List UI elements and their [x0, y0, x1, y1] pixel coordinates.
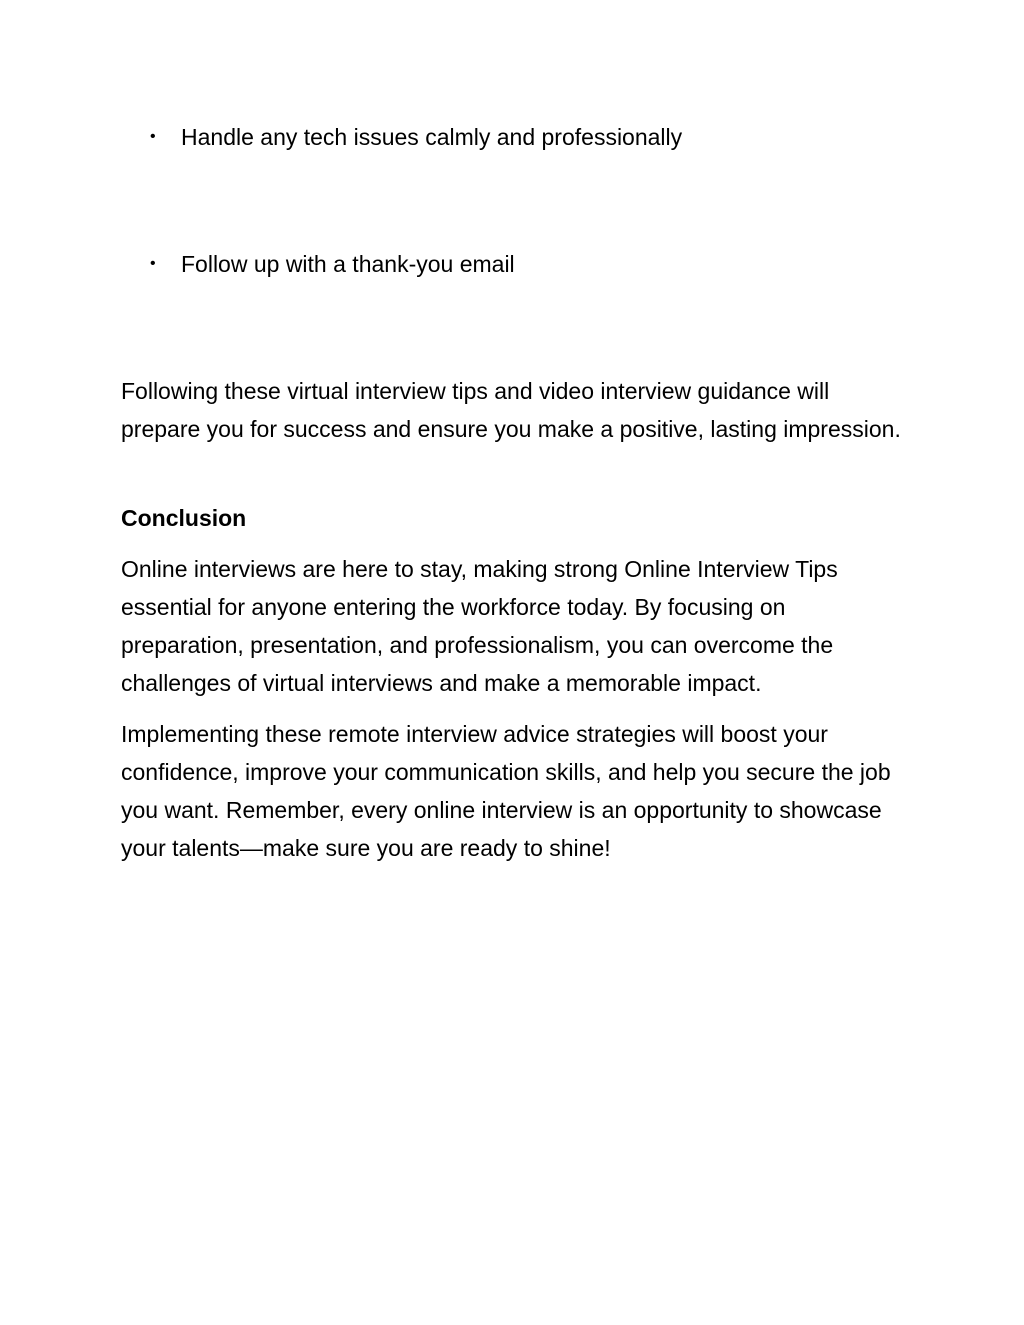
- bullet-marker: •: [150, 255, 156, 272]
- paragraph-implementing: Implementing these remote interview advice strategies will boost your confidence, improve your communication skills, and help you secure the job you want. Remember, every online interview is an opportunity to showcase your talents—make sure you are ready to shine!: [121, 721, 891, 861]
- paragraph-online-interviews: Online interviews are here to stay, making strong Online Interview Tips essential for anyone entering the workforce today. By focusing on preparation, presentation, and professionalism, you can overcome the challenges of virtual interviews and make a memorable impact.: [121, 556, 838, 696]
- conclusion-heading: Conclusion: [121, 505, 247, 531]
- bullet-text: Handle any tech issues calmly and professionally: [181, 124, 683, 150]
- bullet-text: Follow up with a thank-you email: [181, 251, 515, 277]
- paragraph-following: Following these virtual interview tips and video interview guidance will prepare you for success and ensure you make a positive, lasting impression.: [121, 378, 901, 442]
- bullet-marker: •: [150, 128, 156, 145]
